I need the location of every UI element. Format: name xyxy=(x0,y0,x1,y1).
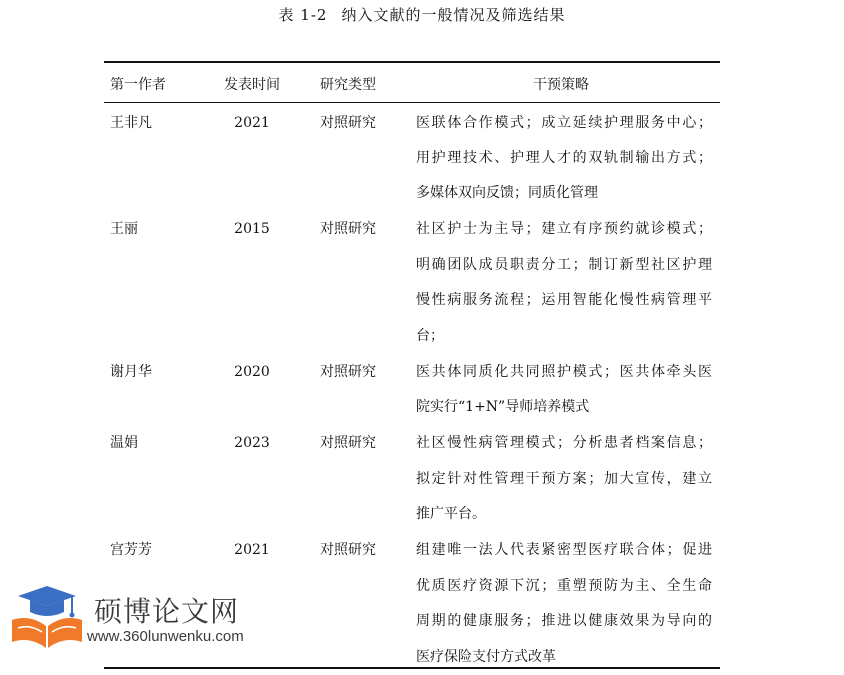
type-cell: 对照研究 xyxy=(320,364,376,380)
table-number: 表 1-2 xyxy=(278,6,328,24)
header-strategy: 干预策略 xyxy=(533,77,589,93)
year-cell: 2023 xyxy=(234,435,270,451)
strategy-line: 医疗保险支付方式改革 xyxy=(416,649,556,665)
strategy-line: 院实行“1+N”导师培养模式 xyxy=(416,399,590,415)
watermark xyxy=(10,584,260,654)
strategy-line: 拟定针对性管理干预方案；加大宣传，建立 xyxy=(416,471,712,487)
strategy-line: 多媒体双向反馈；同质化管理 xyxy=(416,185,598,201)
strategy-line: 优质医疗资源下沉；重塑预防为主、全生命 xyxy=(416,578,712,594)
type-cell: 对照研究 xyxy=(320,115,376,131)
header-type: 研究类型 xyxy=(320,77,376,93)
strategy-line: 推广平台。 xyxy=(416,506,486,522)
strategy-line: 用护理技术、护理人才的双轨制输出方式； xyxy=(416,150,712,166)
year-cell: 2021 xyxy=(234,542,270,558)
year-cell: 2020 xyxy=(234,364,270,380)
year-cell: 2021 xyxy=(234,115,270,131)
type-cell: 对照研究 xyxy=(320,542,376,558)
author-cell: 温娟 xyxy=(110,435,138,451)
type-cell: 对照研究 xyxy=(320,221,376,237)
strategy-line: 医共体同质化共同照护模式；医共体牵头医 xyxy=(416,364,712,380)
author-cell: 宫芳芳 xyxy=(110,542,152,558)
graduation-book-logo-icon xyxy=(10,584,84,650)
table-top-rule xyxy=(104,61,720,63)
strategy-line: 社区护士为主导；建立有序预约就诊模式； xyxy=(416,221,712,237)
watermark-title: 硕博论文网 xyxy=(94,595,240,628)
strategy-line: 台； xyxy=(416,328,444,344)
strategy-line: 医联体合作模式；成立延续护理服务中心； xyxy=(416,115,712,131)
year-cell: 2015 xyxy=(234,221,270,237)
strategy-line: 明确团队成员职责分工；制订新型社区护理 xyxy=(416,257,712,273)
strategy-line: 慢性病服务流程；运用智能化慢性病管理平 xyxy=(416,292,712,308)
header-year: 发表时间 xyxy=(224,77,280,93)
author-cell: 王丽 xyxy=(110,221,138,237)
author-cell: 谢月华 xyxy=(110,364,152,380)
strategy-line: 组建唯一法人代表紧密型医疗联合体；促进 xyxy=(416,542,712,558)
author-cell: 王非凡 xyxy=(110,115,152,131)
strategy-line: 社区慢性病管理模式；分析患者档案信息； xyxy=(416,435,712,451)
table-bottom-rule xyxy=(104,667,720,669)
watermark-url: www.360lunwenku.com xyxy=(87,628,244,645)
table-caption xyxy=(0,4,844,25)
strategy-line: 周期的健康服务；推进以健康效果为导向的 xyxy=(416,613,712,629)
table-header-rule xyxy=(104,102,720,103)
table-title: 纳入文献的一般情况及筛选结果 xyxy=(341,6,566,24)
header-author: 第一作者 xyxy=(110,77,166,93)
type-cell: 对照研究 xyxy=(320,435,376,451)
